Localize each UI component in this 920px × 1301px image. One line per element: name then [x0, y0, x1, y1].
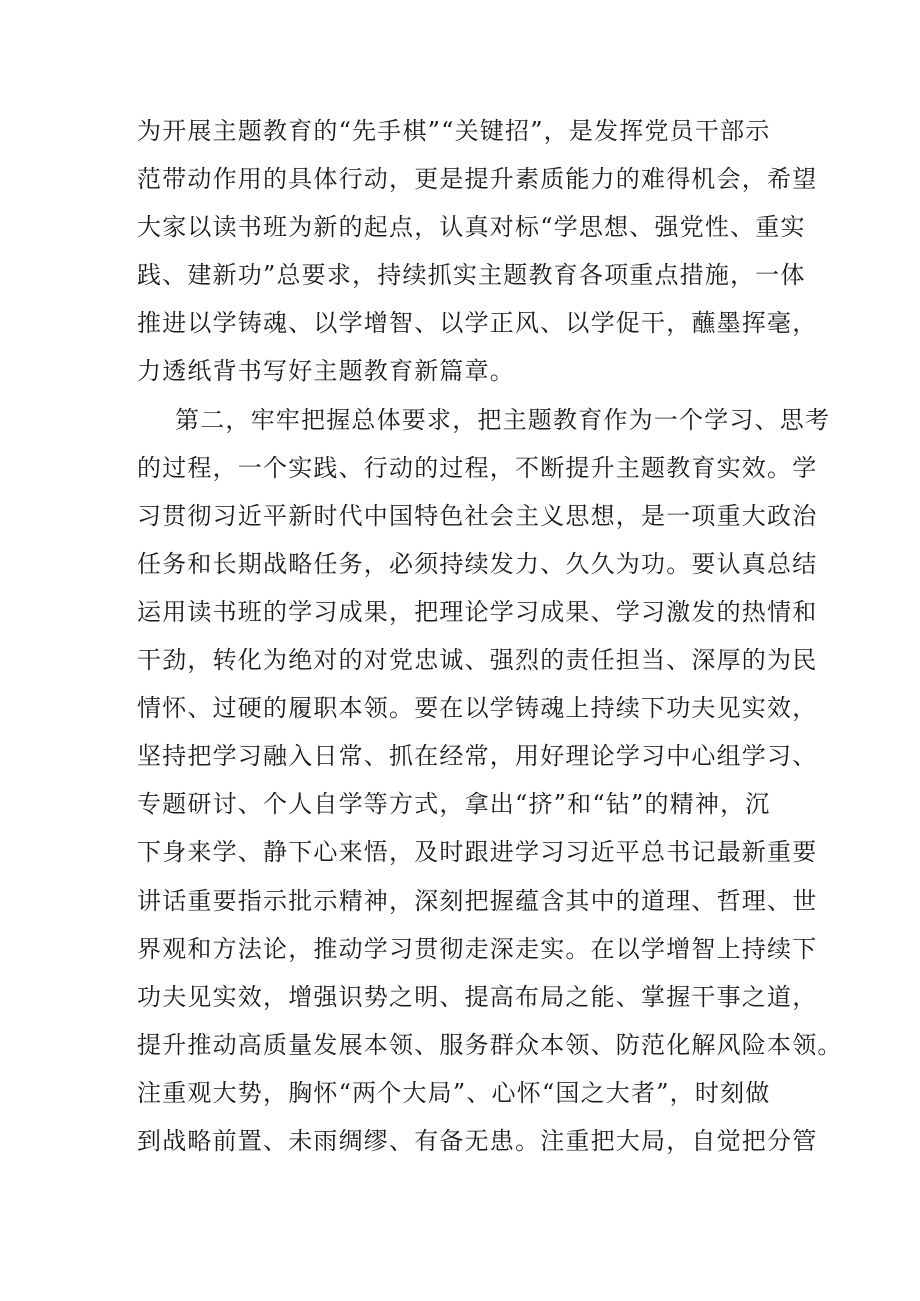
text-line: 第二，牢牢把握总体要求，把主题教育作为一个学习、思考: [175, 405, 831, 434]
text-line: 注重观大势，胸怀“两个大局”、心怀“国之大者”，时刻做: [137, 1078, 771, 1107]
paragraph-1: [137, 107, 818, 396]
text-line: 践、建新功”总要求，持续抓实主题教育各项重点措施，一体: [137, 261, 806, 290]
paragraph-2: [137, 396, 843, 1166]
text-line: 界观和方法论，推动学习贯彻走深走实。在以学增智上持续下: [137, 934, 818, 963]
text-line: 讲话重要指示批示精神，深刻把握蕴含其中的道理、哲理、世: [137, 886, 818, 915]
text-line: 力透纸背书写好主题教育新篇章。: [137, 357, 515, 386]
text-line: 习贯彻习近平新时代中国特色社会主义思想，是一项重大政治: [137, 501, 818, 530]
text-line: 专题研讨、个人自学等方式，拿出“挤”和“钻”的精神，沉: [137, 790, 771, 819]
text-line: 提升推动高质量发展本领、服务群众本领、防范化解风险本领。: [137, 1030, 843, 1059]
text-line: 大家以读书班为新的起点，认真对标“学思想、强党性、重实: [137, 213, 806, 242]
text-line: 任务和长期战略任务，必须持续发力、久久为功。要认真总结: [137, 549, 818, 578]
text-line: 的过程，一个实践、行动的过程，不断提升主题教育实效。学: [137, 453, 818, 482]
text-line: 情怀、过硬的履职本领。要在以学铸魂上持续下功夫见实效，: [137, 694, 818, 723]
text-line: 功夫见实效，增强识势之明、提高布局之能、掌握干事之道，: [137, 982, 818, 1011]
text-line: 坚持把学习融入日常、抓在经常，用好理论学习中心组学习、: [137, 742, 818, 771]
body-text: [137, 107, 843, 1165]
text-line: 干劲，转化为绝对的对党忠诚、强烈的责任担当、深厚的为民: [137, 646, 818, 675]
text-line: 为开展主题教育的“先手棋”“关键招”，是发挥党员干部示: [137, 117, 771, 145]
text-line: 运用读书班的学习成果，把理论学习成果、学习激发的热情和: [137, 597, 818, 626]
text-line: 到战略前置、未雨绸缪、有备无患。注重把大局，自觉把分管: [137, 1126, 818, 1155]
text-line: 范带动作用的具体行动，更是提升素质能力的难得机会，希望: [137, 165, 818, 194]
text-line: 下身来学、静下心来悟，及时跟进学习习近平总书记最新重要: [137, 838, 818, 867]
text-line: 推进以学铸魂、以学增智、以学正风、以学促干，蘸墨挥毫，: [137, 309, 818, 338]
